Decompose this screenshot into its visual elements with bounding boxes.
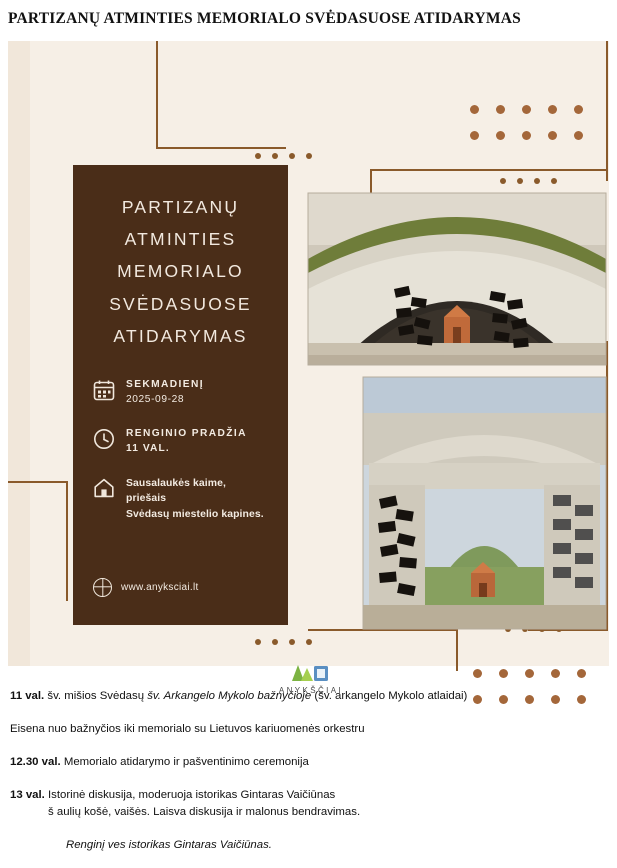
decor-dots-grid [473, 669, 586, 704]
decor-dots [255, 639, 312, 645]
place-line-1: Sausalaukės kaime, priešais [126, 477, 226, 505]
program-time: 13 val. [10, 788, 45, 801]
info-text [126, 378, 204, 408]
info-row-date [93, 378, 268, 408]
program-text: Eisena nuo bažnyčios iki memorialo su Lietuvos kariuomenės orkestru [10, 722, 365, 735]
place-line-2: Svėdasų miestelio kapines. [126, 509, 264, 521]
program-text-tail: (šv. arkangelo Mykolo atlaidai) [311, 689, 468, 702]
info-row-place [93, 476, 268, 523]
program-text: šv. mišios Svėdasų [44, 689, 148, 702]
program-row [10, 721, 607, 738]
decor-line [456, 629, 458, 671]
clock-icon [93, 428, 115, 450]
program-row [10, 754, 607, 771]
date-weekday: SEKMADIENĮ [126, 379, 204, 391]
memorial-photo-bottom [363, 377, 606, 629]
info-text [126, 427, 247, 457]
page-title: PARTIZANŲ ATMINTIES MEMORIALO SVĖDASUOSE ATIDARYMAS [8, 10, 521, 27]
poster-website[interactable] [93, 578, 199, 597]
time-label: RENGINIO PRADŽIA [126, 428, 247, 440]
decor-line [8, 481, 68, 483]
poster-title: PARTIZANŲ ATMINTIES MEMORIALO SVĖDASUOSE ATIDARYMAS [109, 196, 252, 347]
poster-info-list [93, 378, 268, 522]
program-subline: š aulių košė, vaišės. Laisva diskusija ir malonus bendravimas. [48, 806, 361, 819]
website-url: www.anyksciai.lt [121, 581, 199, 593]
anyksciai-logo [266, 661, 356, 695]
program-text-italic: šv. Arkangelo Mykolo bažnyčioje [147, 689, 312, 702]
program-text: Memorialo atidarymo ir pašventinimo ceremonija [60, 755, 309, 768]
decor-line [156, 41, 158, 149]
program-text: Istorinė diskusija, moderuoja istorikas Gintaras Vaičiūnas [44, 788, 336, 801]
decor-line [370, 169, 608, 171]
program-time: 11 val. [10, 689, 45, 702]
event-poster [8, 41, 609, 695]
globe-icon [93, 578, 112, 597]
decor-dots [255, 153, 312, 159]
program-time: 12.30 val. [10, 755, 61, 768]
logo-mark-icon [266, 661, 356, 683]
calendar-icon [93, 379, 115, 401]
time-value: 11 VAL. [126, 442, 170, 454]
poster-info-card [73, 165, 288, 625]
decor-dots-grid [470, 105, 583, 140]
date-value: 2025-09-28 [126, 394, 185, 406]
decor-line [66, 481, 68, 601]
info-text [126, 476, 268, 523]
poster-left-band [8, 41, 30, 666]
decor-line [606, 41, 608, 181]
decor-dots [500, 178, 557, 184]
logo-text: ANYKŠČIAI [278, 685, 344, 695]
decor-line [156, 147, 286, 149]
memorial-photo-top [308, 193, 606, 365]
info-row-time [93, 427, 268, 457]
program-row [10, 787, 607, 821]
program-note: Renginį ves istorikas Gintaras Vaičiūnas. [66, 839, 272, 852]
home-icon [93, 477, 115, 499]
